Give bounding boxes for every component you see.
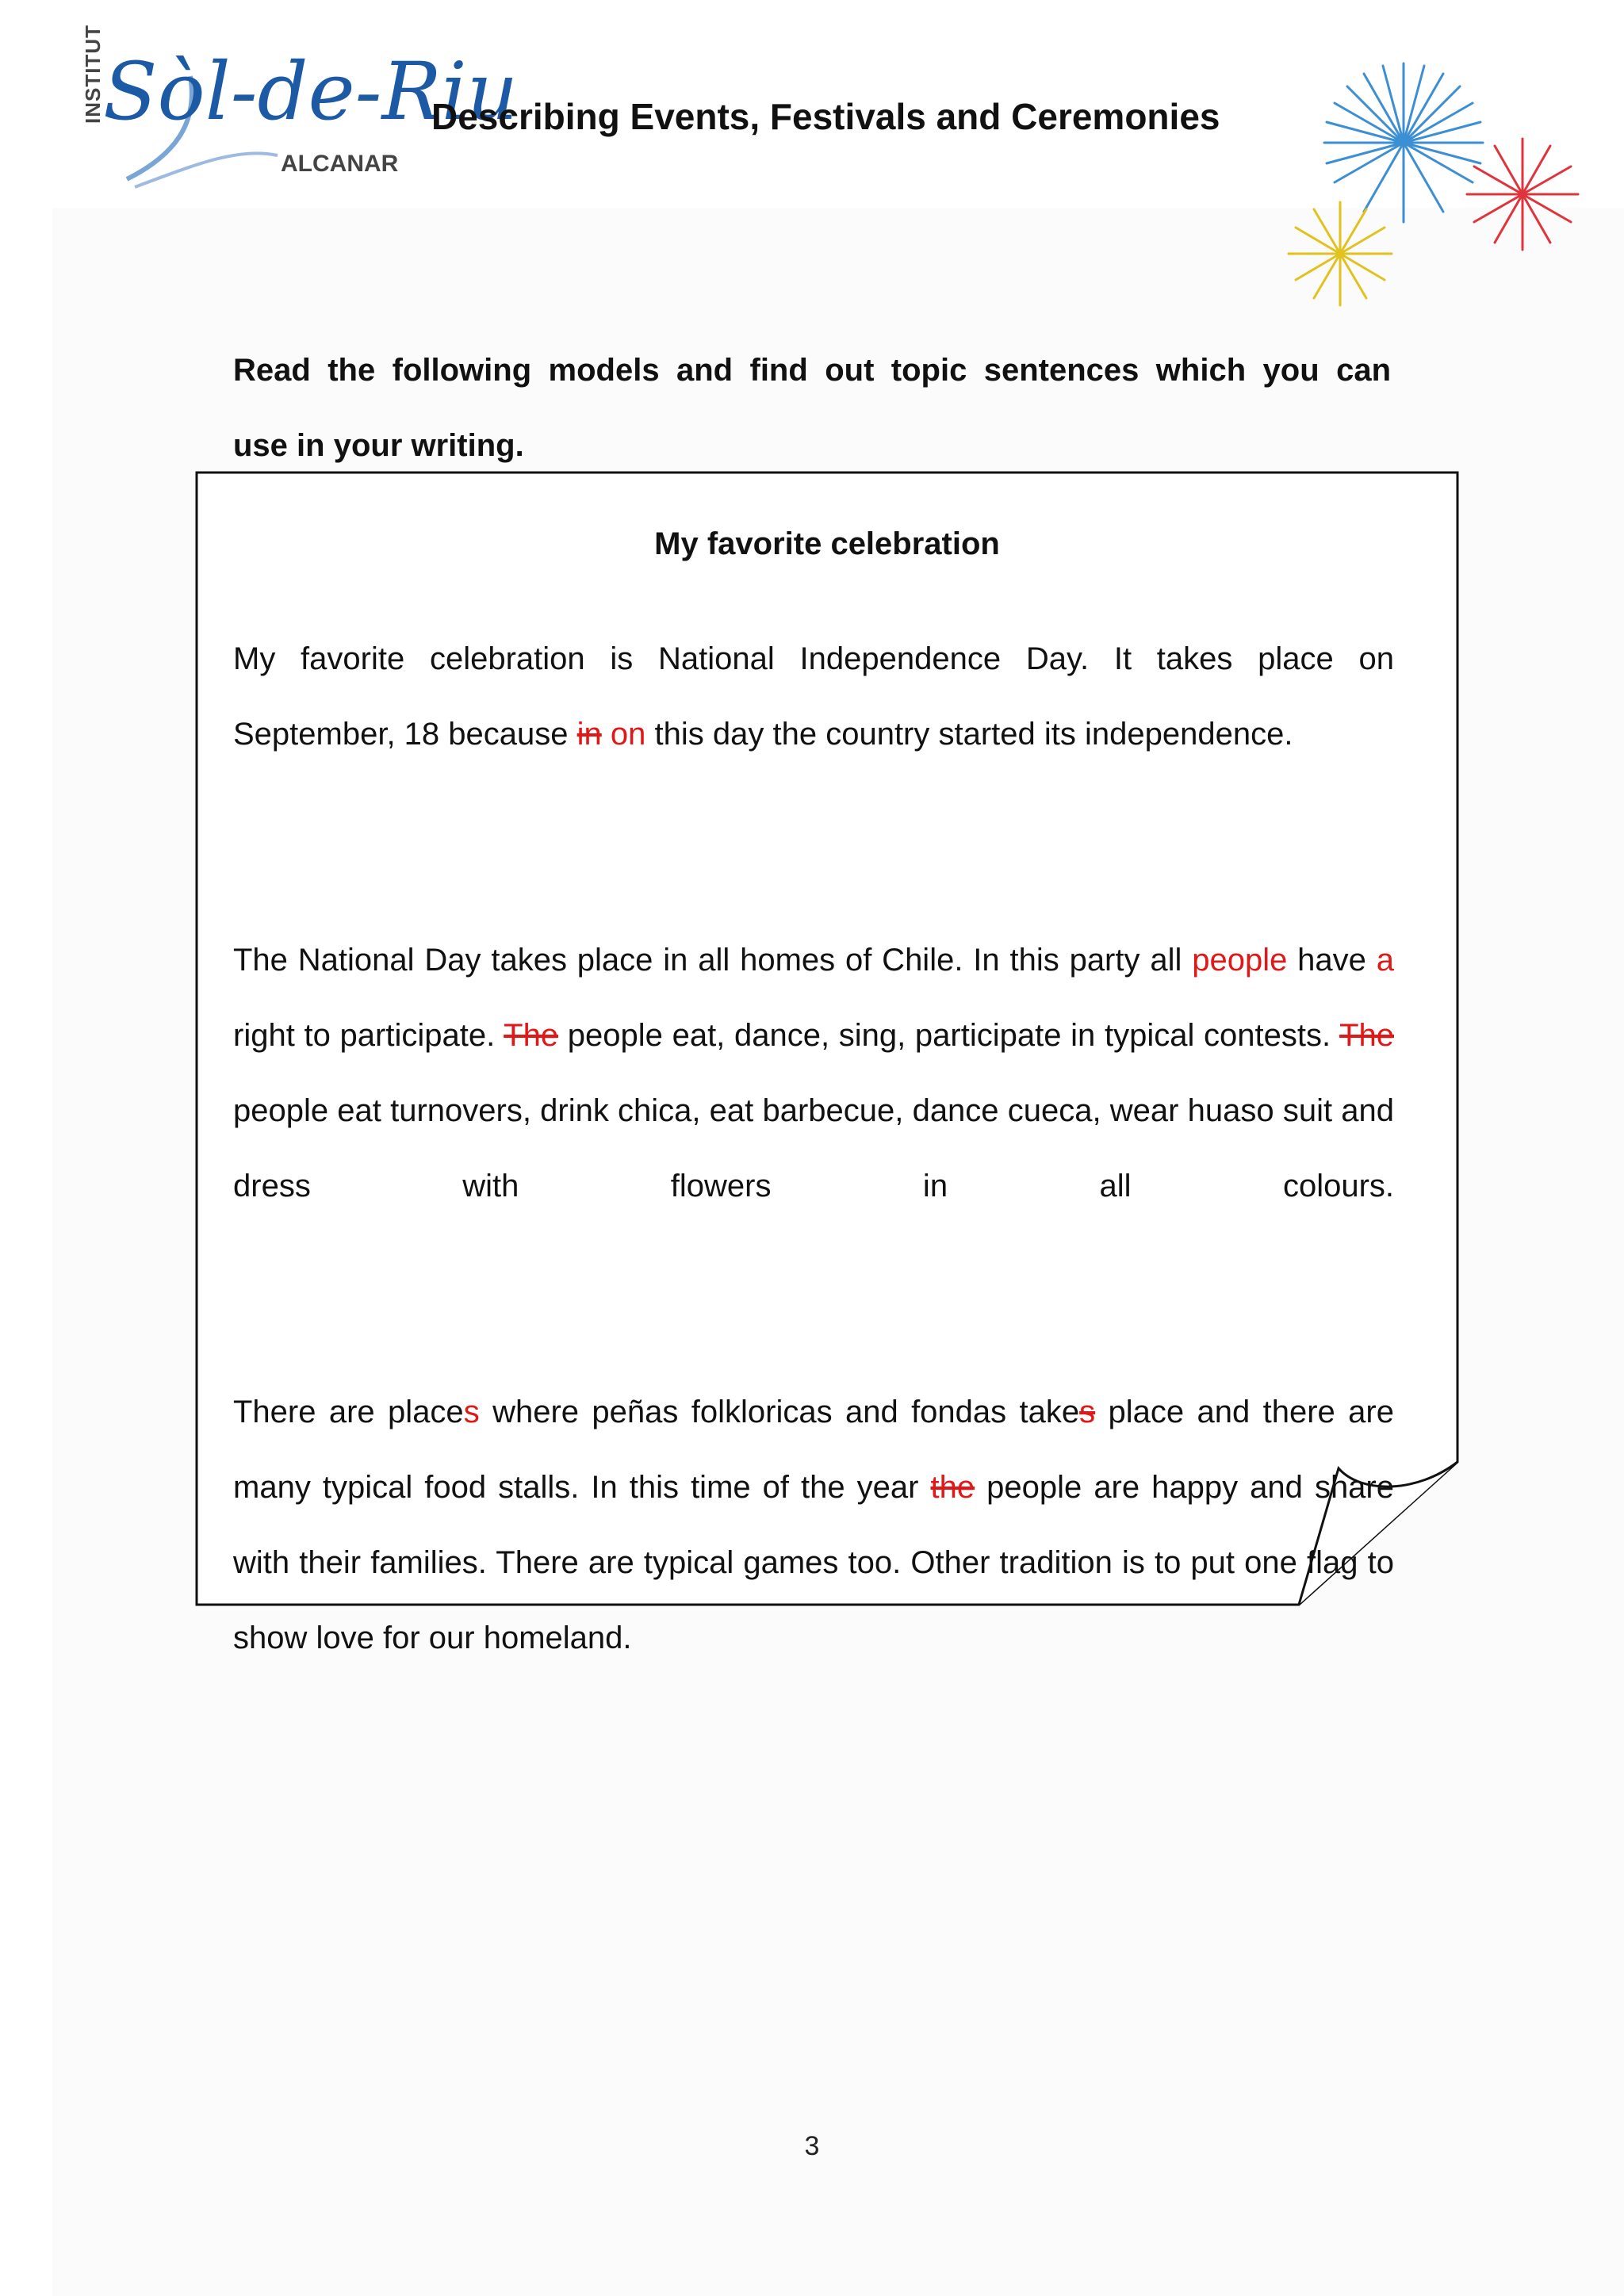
p2-text-4: people eat, dance, sing, participate in typical contests. bbox=[558, 1018, 1340, 1053]
model-title: My favorite celebration bbox=[654, 526, 1000, 561]
logo-institut-label: INSTITUT bbox=[81, 25, 105, 124]
p3-deleted-letter: s bbox=[1079, 1395, 1096, 1429]
p1-text-3: this day the country started its independence. bbox=[645, 717, 1293, 752]
model-text-box bbox=[195, 471, 1459, 1655]
p2-inserted-word-2: a bbox=[1376, 943, 1394, 978]
model-paragraph-1 bbox=[233, 622, 1394, 772]
instruction-line-2: use in your writing. bbox=[233, 428, 524, 463]
document-title: Describing Events, Festivals and Ceremonies bbox=[431, 96, 1220, 137]
p3-text-4: people are happy and share with their families. There are typical games too. Other tradition is to put one flag to show love for our homeland. bbox=[233, 1470, 1394, 1655]
p3-deleted-word: the bbox=[930, 1470, 975, 1505]
model-paragraph-3 bbox=[233, 1375, 1394, 1676]
instruction-line-1: Read the following models and find out topic sentences which you can bbox=[233, 353, 1391, 388]
p2-deleted-word-2: The bbox=[1339, 1018, 1394, 1053]
p2-text-3: right to participate. bbox=[233, 1018, 504, 1053]
p1-inserted-word: on bbox=[610, 717, 646, 752]
page-number: 3 bbox=[804, 2131, 820, 2161]
p1-text-2 bbox=[602, 717, 611, 752]
p3-text-1: There are place bbox=[233, 1395, 464, 1429]
p2-text-2: have bbox=[1287, 943, 1377, 978]
p1-deleted-word: in bbox=[576, 717, 602, 752]
p1-text-1: My favorite celebration is National Independence Day. It takes place on September, 18 because bbox=[233, 641, 1394, 752]
p3-inserted-letter: s bbox=[463, 1395, 480, 1429]
fireworks-icon bbox=[1277, 48, 1594, 317]
school-logo bbox=[40, 25, 519, 195]
p3-text-2: where peñas folkloricas and fondas take bbox=[479, 1395, 1080, 1429]
p2-text-5: people eat turnovers, drink chica, eat barbecue, dance cueca, wear huaso suit and dress with flowers in all colours. bbox=[233, 1093, 1394, 1203]
model-paragraph-2 bbox=[233, 923, 1394, 1224]
p2-deleted-word-1: The bbox=[504, 1018, 559, 1053]
p2-text-1: The National Day takes place in all homes of Chile. In this party all bbox=[233, 943, 1193, 978]
instruction-text bbox=[233, 333, 1391, 484]
logo-brand-name: Sòl-de-Riu bbox=[103, 45, 519, 138]
p2-inserted-word-1: people bbox=[1192, 943, 1288, 978]
logo-town-label: ALCANAR bbox=[281, 151, 399, 177]
p3-text-3: place and there are many typical food stalls. In this time of the year bbox=[233, 1395, 1394, 1505]
